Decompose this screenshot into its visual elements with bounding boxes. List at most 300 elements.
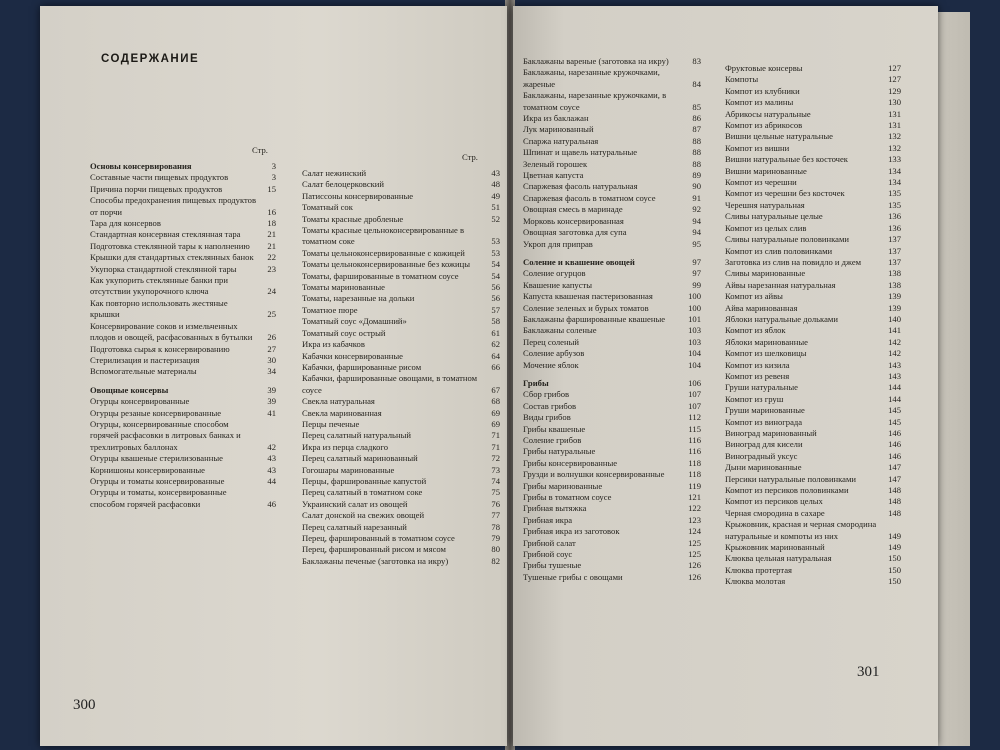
toc-entry-page: 150: [888, 553, 901, 564]
page-column-header: Стр.: [252, 145, 268, 155]
toc-entry-page: 143: [888, 370, 901, 381]
toc-entry: [725, 496, 901, 507]
toc-entry-title: Свекла маринованная: [302, 407, 382, 418]
toc-entry-title: Виноград для кисели: [725, 439, 803, 450]
toc-entry-title: Крыжовник, красная и черная смородина натуральные и компоты из них: [725, 519, 877, 541]
toc-entry-page: 58: [491, 316, 500, 327]
toc-entry-title: Стерилизация и пастеризация: [90, 354, 200, 365]
toc-entry-page: 82: [491, 555, 500, 566]
toc-entry: [90, 321, 276, 344]
toc-entry-page: 148: [888, 496, 901, 507]
toc-entry: [523, 412, 701, 423]
toc-entry: [523, 216, 701, 227]
toc-entry: [302, 168, 500, 179]
toc-entry-page: 21: [267, 229, 276, 240]
toc-entry-page: 124: [688, 526, 701, 537]
toc-entry: [90, 396, 276, 407]
toc-entry: [90, 195, 276, 218]
toc-entry-title: Салат нежинский: [302, 168, 367, 178]
toc-entry-page: 78: [491, 521, 500, 532]
toc-entry: [725, 474, 901, 485]
toc-entry: [523, 446, 701, 457]
toc-entry-title: Спаржевая фасоль в томатном соусе: [523, 192, 656, 203]
toc-entry-title: Баклажаны соленые: [523, 325, 597, 336]
toc-entry: [302, 271, 500, 282]
toc-entry-title: Компот из малины: [725, 97, 794, 108]
toc-entry: [302, 191, 500, 202]
toc-entry: [725, 314, 901, 325]
toc-entry: [523, 492, 701, 503]
toc-entry-title: Томаты, фаршированные в томатном соусе: [302, 270, 459, 281]
toc-entry-title: Сливы натуральные целые: [725, 211, 823, 222]
toc-entry-title: Перец салатный нарезанный: [302, 521, 407, 532]
toc-entry-page: 134: [888, 165, 901, 176]
toc-entry: [725, 519, 901, 542]
toc-entry-page: 99: [692, 279, 701, 290]
toc-entry-page: 148: [888, 485, 901, 496]
toc-section-heading: [523, 257, 701, 268]
toc-entry-page: 136: [888, 222, 901, 233]
toc-entry: [725, 382, 901, 393]
toc-entry: [302, 179, 500, 190]
toc-entry-page: 87: [692, 124, 701, 135]
toc-entry-title: Клюква молотая: [725, 576, 786, 587]
toc-entry-page: 61: [491, 327, 500, 338]
toc-entry-page: 80: [491, 544, 500, 555]
toc-entry-page: 44: [267, 475, 276, 486]
toc-entry-title: Укроп для приправ: [523, 238, 593, 249]
toc-entry-page: 95: [692, 238, 701, 249]
toc-entry-title: Кабачки, фаршированные овощами, в томатном соусе: [302, 373, 478, 395]
toc-entry: [302, 442, 500, 453]
toc-entry: [90, 172, 276, 183]
toc-entry: [725, 268, 901, 279]
toc-entry-title: Компот из груш: [725, 393, 784, 404]
toc-entry: [90, 229, 276, 240]
toc-entry-page: 146: [888, 428, 901, 438]
toc-entry-page: 53: [491, 236, 500, 247]
toc-entry-page: 145: [888, 416, 901, 427]
toc-entry-page: 132: [888, 131, 901, 142]
toc-entry-page: 53: [491, 247, 500, 258]
toc-entry-title: Как повторно использовать жестяные крышки: [90, 297, 228, 320]
toc-entry: [725, 86, 901, 97]
toc-entry: [90, 298, 276, 321]
toc-entry-title: Томаты, нарезанные на дольки: [302, 293, 415, 304]
toc-entry: [302, 396, 500, 407]
toc-entry-page: 27: [267, 343, 276, 354]
toc-entry-title: Компоты: [725, 74, 759, 85]
toc-entry: [725, 565, 901, 576]
toc-entry-title: Грибная вытяжка: [523, 503, 587, 514]
toc-entry-page: 30: [267, 354, 276, 365]
toc-entry: [302, 510, 500, 521]
toc-entry-title: Перец салатный маринованный: [302, 453, 418, 464]
toc-entry: [90, 184, 276, 195]
toc-entry-title: Вспомогательные материалы: [90, 366, 197, 377]
toc-entry: [302, 373, 500, 396]
toc-entry: [725, 291, 901, 302]
toc-entry-title: Грибная икра из заготовок: [523, 526, 620, 537]
toc-entry-title: Перец соленый: [523, 336, 579, 347]
toc-entry-title: Цветная капуста: [523, 170, 584, 181]
toc-entry: [725, 131, 901, 142]
toc-entry-title: Основы консервирования: [90, 161, 192, 171]
toc-entry-page: 43: [267, 453, 276, 464]
toc-entry-page: 146: [888, 439, 901, 450]
toc-entry-title: Клюква протертая: [725, 564, 792, 575]
toc-entry: [302, 430, 500, 441]
toc-entry-page: 90: [692, 181, 701, 192]
toc-entry-page: 67: [491, 384, 500, 395]
toc-entry-page: 146: [888, 450, 901, 461]
toc-entry-title: Укупорка стандартной стеклянной тары: [90, 263, 237, 274]
toc-entry: [523, 389, 701, 400]
toc-entry-page: 101: [688, 313, 701, 324]
toc-entry-title: Сливы натуральные половинками: [725, 234, 849, 245]
toc-entry-page: 136: [888, 211, 901, 222]
toc-entry: [302, 522, 500, 533]
toc-entry-page: 52: [491, 213, 500, 224]
toc-entry-title: Подготовка сырья к консервированию: [90, 343, 230, 354]
toc-entry-page: 137: [888, 234, 901, 245]
toc-entry-page: 54: [491, 259, 500, 270]
toc-entry-page: 140: [888, 313, 901, 324]
toc-entry-page: 41: [267, 407, 276, 418]
toc-entry-page: 118: [688, 457, 701, 468]
toc-entry: [523, 526, 701, 537]
toc-entry-page: 147: [888, 462, 901, 473]
toc-entry-title: Кабачки, фаршированные рисом: [302, 361, 422, 372]
toc-entry-title: Лук маринованный: [523, 124, 594, 135]
toc-entry: [302, 533, 500, 544]
toc-entry-title: Морковь консервированная: [523, 215, 624, 226]
toc-entry: [302, 499, 500, 510]
toc-entry-title: Грибы натуральные: [523, 446, 596, 457]
toc-entry: [523, 572, 701, 583]
toc-entry-page: 148: [888, 507, 901, 518]
toc-entry-page: 122: [688, 503, 701, 514]
toc-entry-page: 83: [692, 56, 701, 66]
toc-column-1: [90, 161, 276, 510]
toc-entry-title: Компот из яблок: [725, 325, 786, 336]
toc-entry-title: Груши натуральные: [725, 382, 798, 393]
toc-entry: [725, 246, 901, 257]
toc-entry-title: Компот из слив половинками: [725, 245, 833, 256]
toc-entry-title: Вишни натуральные без косточек: [725, 154, 848, 165]
toc-entry-page: 149: [888, 542, 901, 553]
toc-entry-page: 143: [888, 359, 901, 370]
toc-entry-title: Консервирование соков и измельченных плодов и овощей, расфасованных в бутылки: [90, 320, 253, 343]
toc-entry-title: Огурцы квашеные стерилизованные: [90, 453, 223, 464]
page-column-header: Стр.: [462, 152, 478, 162]
toc-entry: [523, 204, 701, 215]
toc-entry-page: 141: [888, 325, 901, 336]
toc-entry: [523, 291, 701, 302]
toc-entry-title: Перцы печеные: [302, 418, 360, 429]
toc-entry-title: Мочение яблок: [523, 359, 579, 370]
toc-entry-page: 142: [888, 348, 901, 359]
toc-entry-title: Айва маринованная: [725, 302, 798, 313]
toc-entry: [725, 371, 901, 382]
toc-entry-title: Овощная заготовка для супа: [523, 227, 627, 238]
toc-entry-page: 71: [491, 430, 500, 441]
toc-entry-title: Компот из ревеня: [725, 370, 790, 381]
toc-entry: [302, 248, 500, 259]
toc-entry: [302, 259, 500, 270]
toc-entry: [523, 181, 701, 192]
toc-entry-page: 21: [267, 240, 276, 251]
toc-entry-page: 138: [888, 279, 901, 290]
toc-entry: [725, 348, 901, 359]
toc-entry-title: Икра из баклажан: [523, 113, 589, 124]
toc-entry-page: 77: [491, 510, 500, 521]
toc-entry: [523, 239, 701, 250]
toc-entry-page: 69: [491, 407, 500, 418]
toc-entry-title: Черная смородина в сахаре: [725, 507, 825, 518]
toc-entry-title: Свекла натуральная: [302, 396, 375, 407]
toc-entry-title: Составные части пищевых продуктов: [90, 172, 229, 183]
toc-entry: [725, 223, 901, 234]
toc-entry-page: 147: [888, 473, 901, 484]
toc-entry: [302, 362, 500, 373]
toc-entry-title: Стандартная консервная стеклянная тара: [90, 229, 241, 240]
toc-entry: [302, 214, 500, 225]
toc-entry-page: 97: [692, 256, 701, 267]
toc-entry-page: 138: [888, 268, 901, 279]
toc-entry-page: 79: [491, 533, 500, 543]
toc-entry: [523, 458, 701, 469]
toc-entry-page: 145: [888, 405, 901, 416]
toc-entry: [725, 405, 901, 416]
toc-entry-page: 88: [692, 147, 701, 158]
toc-entry-title: Сбор грибов: [523, 389, 570, 400]
toc-entry-page: 103: [688, 336, 701, 347]
toc-entry-title: Гогошары маринованные: [302, 464, 395, 475]
toc-entry: [523, 435, 701, 446]
toc-entry-title: Грибной соус: [523, 549, 573, 560]
toc-entry-title: Грибной салат: [523, 537, 576, 548]
toc-entry-title: Дыни маринованные: [725, 462, 802, 473]
toc-entry-title: Спаржа натуральная: [523, 135, 599, 146]
toc-entry-page: 104: [688, 359, 701, 370]
toc-entry: [90, 453, 276, 464]
toc-entry-page: 26: [267, 332, 276, 343]
toc-entry: [302, 476, 500, 487]
toc-entry-title: Виноград маринованный: [725, 428, 817, 438]
toc-entry-title: Компот из вишни: [725, 142, 790, 153]
toc-entry: [523, 424, 701, 435]
toc-entry-page: 118: [688, 469, 701, 480]
toc-entry: [725, 485, 901, 496]
toc-entry-title: Баклажаны печеные (заготовка на икру): [302, 555, 449, 566]
toc-entry-page: 85: [692, 101, 701, 112]
toc-entry: [523, 67, 701, 90]
toc-entry-title: Состав грибов: [523, 400, 577, 411]
toc-entry: [725, 451, 901, 462]
toc-entry-title: Соление арбузов: [523, 348, 585, 359]
toc-entry-title: Компот из персиков половинками: [725, 485, 849, 496]
toc-entry-title: Компот из черешни без косточек: [725, 188, 845, 199]
toc-entry-title: Фруктовые консервы: [725, 63, 803, 73]
toc-entry-title: Перец, фаршированный в томатном соусе: [302, 533, 455, 543]
toc-entry-page: 68: [491, 396, 500, 407]
toc-entry-title: Баклажаны, нарезанные кружочками, в томатном соусе: [523, 90, 667, 112]
toc-entry-page: 137: [888, 256, 901, 267]
toc-entry-page: 116: [688, 446, 701, 457]
toc-entry: [725, 337, 901, 348]
toc-entry-page: 76: [491, 498, 500, 509]
toc-entry: [523, 337, 701, 348]
toc-column-4: [725, 63, 901, 588]
toc-entry-title: Соление зеленых и бурых томатов: [523, 302, 649, 313]
toc-entry-title: Способы предохранения пищевых продуктов от порчи: [90, 195, 256, 217]
toc-entry: [523, 314, 701, 325]
toc-entry-page: 25: [267, 309, 276, 320]
toc-entry: [90, 218, 276, 229]
toc-entry-title: Соление и квашение овощей: [523, 256, 635, 267]
toc-entry-page: 39: [267, 384, 276, 395]
toc-entry-title: Салат донской на свежих овощей: [302, 510, 425, 521]
toc-entry: [725, 508, 901, 519]
toc-entry: [725, 542, 901, 553]
toc-entry-page: 149: [888, 530, 901, 541]
toc-entry-title: Соление грибов: [523, 435, 582, 445]
toc-entry: [725, 360, 901, 371]
toc-entry: [90, 366, 276, 377]
toc-entry-title: Корнишоны консервированные: [90, 464, 205, 475]
toc-entry-title: Причина порчи пищевых продуктов: [90, 183, 223, 194]
toc-entry-title: Грибы маринованные: [523, 480, 603, 491]
toc-entry-title: Компот из клубники: [725, 85, 800, 96]
toc-entry-title: Груши маринованные: [725, 405, 805, 416]
toc-entry-page: 94: [692, 215, 701, 226]
toc-entry-title: Шпинат и щавель натуральные: [523, 147, 638, 158]
toc-entry-title: Тара для консервов: [90, 218, 161, 229]
toc-entry-title: Персики натуральные половинками: [725, 473, 857, 484]
toc-entry: [725, 166, 901, 177]
toc-entry-title: Сливы маринованные: [725, 268, 806, 279]
toc-entry-page: 134: [888, 177, 901, 188]
toc-entry-title: Огурцы и томаты, консервированные способом горячей расфасовки: [90, 487, 227, 509]
toc-entry-page: 89: [692, 170, 701, 181]
toc-entry: [523, 56, 701, 67]
toc-entry-page: 3: [271, 172, 276, 183]
toc-entry-title: Как укупорить стеклянные банки при отсутствии укупорочного ключа: [90, 275, 228, 297]
toc-entry: [302, 408, 500, 419]
toc-entry-title: Спаржевая фасоль натуральная: [523, 181, 638, 192]
toc-entry-title: Баклажаны, нарезанные кружочками, жареные: [523, 67, 660, 89]
toc-entry-title: Томаты цельноконсервированные с кожицей: [302, 247, 465, 258]
toc-entry: [90, 408, 276, 419]
toc-entry: [523, 538, 701, 549]
toc-entry-page: 132: [888, 142, 901, 153]
toc-entry-page: 125: [688, 549, 701, 560]
toc-entry-title: Компот из винограда: [725, 416, 803, 427]
toc-entry-title: Яблоки маринованные: [725, 336, 808, 347]
toc-entry-title: Заготовка из слив на повидло и джем: [725, 256, 862, 267]
toc-entry-page: 51: [491, 202, 500, 213]
toc-entry-page: 103: [688, 325, 701, 336]
toc-entry-page: 116: [688, 435, 701, 445]
toc-entry-title: Вишни цельные натуральные: [725, 131, 833, 142]
toc-entry: [523, 136, 701, 147]
toc-entry-page: 72: [491, 453, 500, 464]
toc-entry-title: Томатное пюре: [302, 304, 358, 315]
toc-entry: [302, 556, 500, 567]
toc-entry-page: 74: [491, 475, 500, 486]
toc-entry: [302, 202, 500, 213]
toc-entry-title: Компот из шелковицы: [725, 348, 807, 359]
toc-entry-title: Грибы тушеные: [523, 560, 582, 571]
toc-entry-title: Украинский салат из овощей: [302, 498, 408, 509]
toc-entry: [90, 465, 276, 476]
toc-entry: [523, 360, 701, 371]
toc-entry-page: 126: [688, 571, 701, 582]
toc-entry-page: 73: [491, 464, 500, 475]
toc-entry-title: Грибы: [523, 377, 549, 388]
toc-entry-title: Айвы нарезанная натуральная: [725, 279, 836, 290]
toc-entry: [523, 170, 701, 181]
toc-entry-title: Томатный соус острый: [302, 327, 386, 338]
toc-entry-title: Виноградный уксус: [725, 450, 798, 461]
toc-entry-title: Овощные консервы: [90, 384, 169, 395]
toc-column-2: [302, 168, 500, 567]
page-stack-edge: [938, 12, 970, 746]
toc-entry-page: 56: [491, 293, 500, 304]
toc-entry: [90, 264, 276, 275]
toc-entry-page: 142: [888, 336, 901, 347]
toc-entry-title: Компот из черешни: [725, 177, 797, 188]
toc-entry: [725, 120, 901, 131]
toc-entry-page: 150: [888, 564, 901, 575]
left-page: [40, 6, 507, 746]
contents-heading: СОДЕРЖАНИЕ: [101, 53, 200, 65]
toc-entry-title: Огурцы консервированные: [90, 396, 190, 407]
toc-entry: [725, 109, 901, 120]
toc-entry-title: Крышки для стандартных стеклянных банок: [90, 252, 254, 263]
toc-entry-page: 112: [688, 412, 701, 423]
toc-entry-page: 64: [491, 350, 500, 361]
toc-entry: [523, 90, 701, 113]
toc-entry-page: 88: [692, 135, 701, 146]
toc-entry-title: Огурцы и томаты консервированные: [90, 475, 225, 486]
page-number: 300: [73, 697, 96, 713]
toc-entry: [523, 159, 701, 170]
toc-entry-page: 16: [267, 206, 276, 217]
toc-entry: [90, 275, 276, 298]
toc-entry: [725, 74, 901, 85]
toc-entry: [523, 124, 701, 135]
toc-entry-page: 23: [267, 263, 276, 274]
toc-entry-title: Патиссоны консервированные: [302, 190, 414, 201]
toc-entry: [725, 257, 901, 268]
toc-entry-page: 66: [491, 361, 500, 372]
toc-entry-title: Томатный сок: [302, 202, 353, 213]
toc-entry-title: Компот из персиков целых: [725, 496, 823, 507]
toc-entry-title: Яблоки натуральные дольками: [725, 313, 838, 324]
toc-entry-page: 100: [688, 291, 701, 302]
toc-entry: [725, 325, 901, 336]
toc-entry: [523, 303, 701, 314]
toc-entry: [90, 344, 276, 355]
toc-entry: [523, 401, 701, 412]
toc-entry-page: 18: [267, 218, 276, 229]
toc-entry-page: 133: [888, 154, 901, 165]
toc-entry-page: 39: [267, 396, 276, 407]
toc-entry-page: 100: [688, 302, 701, 313]
toc-entry-page: 43: [267, 464, 276, 475]
